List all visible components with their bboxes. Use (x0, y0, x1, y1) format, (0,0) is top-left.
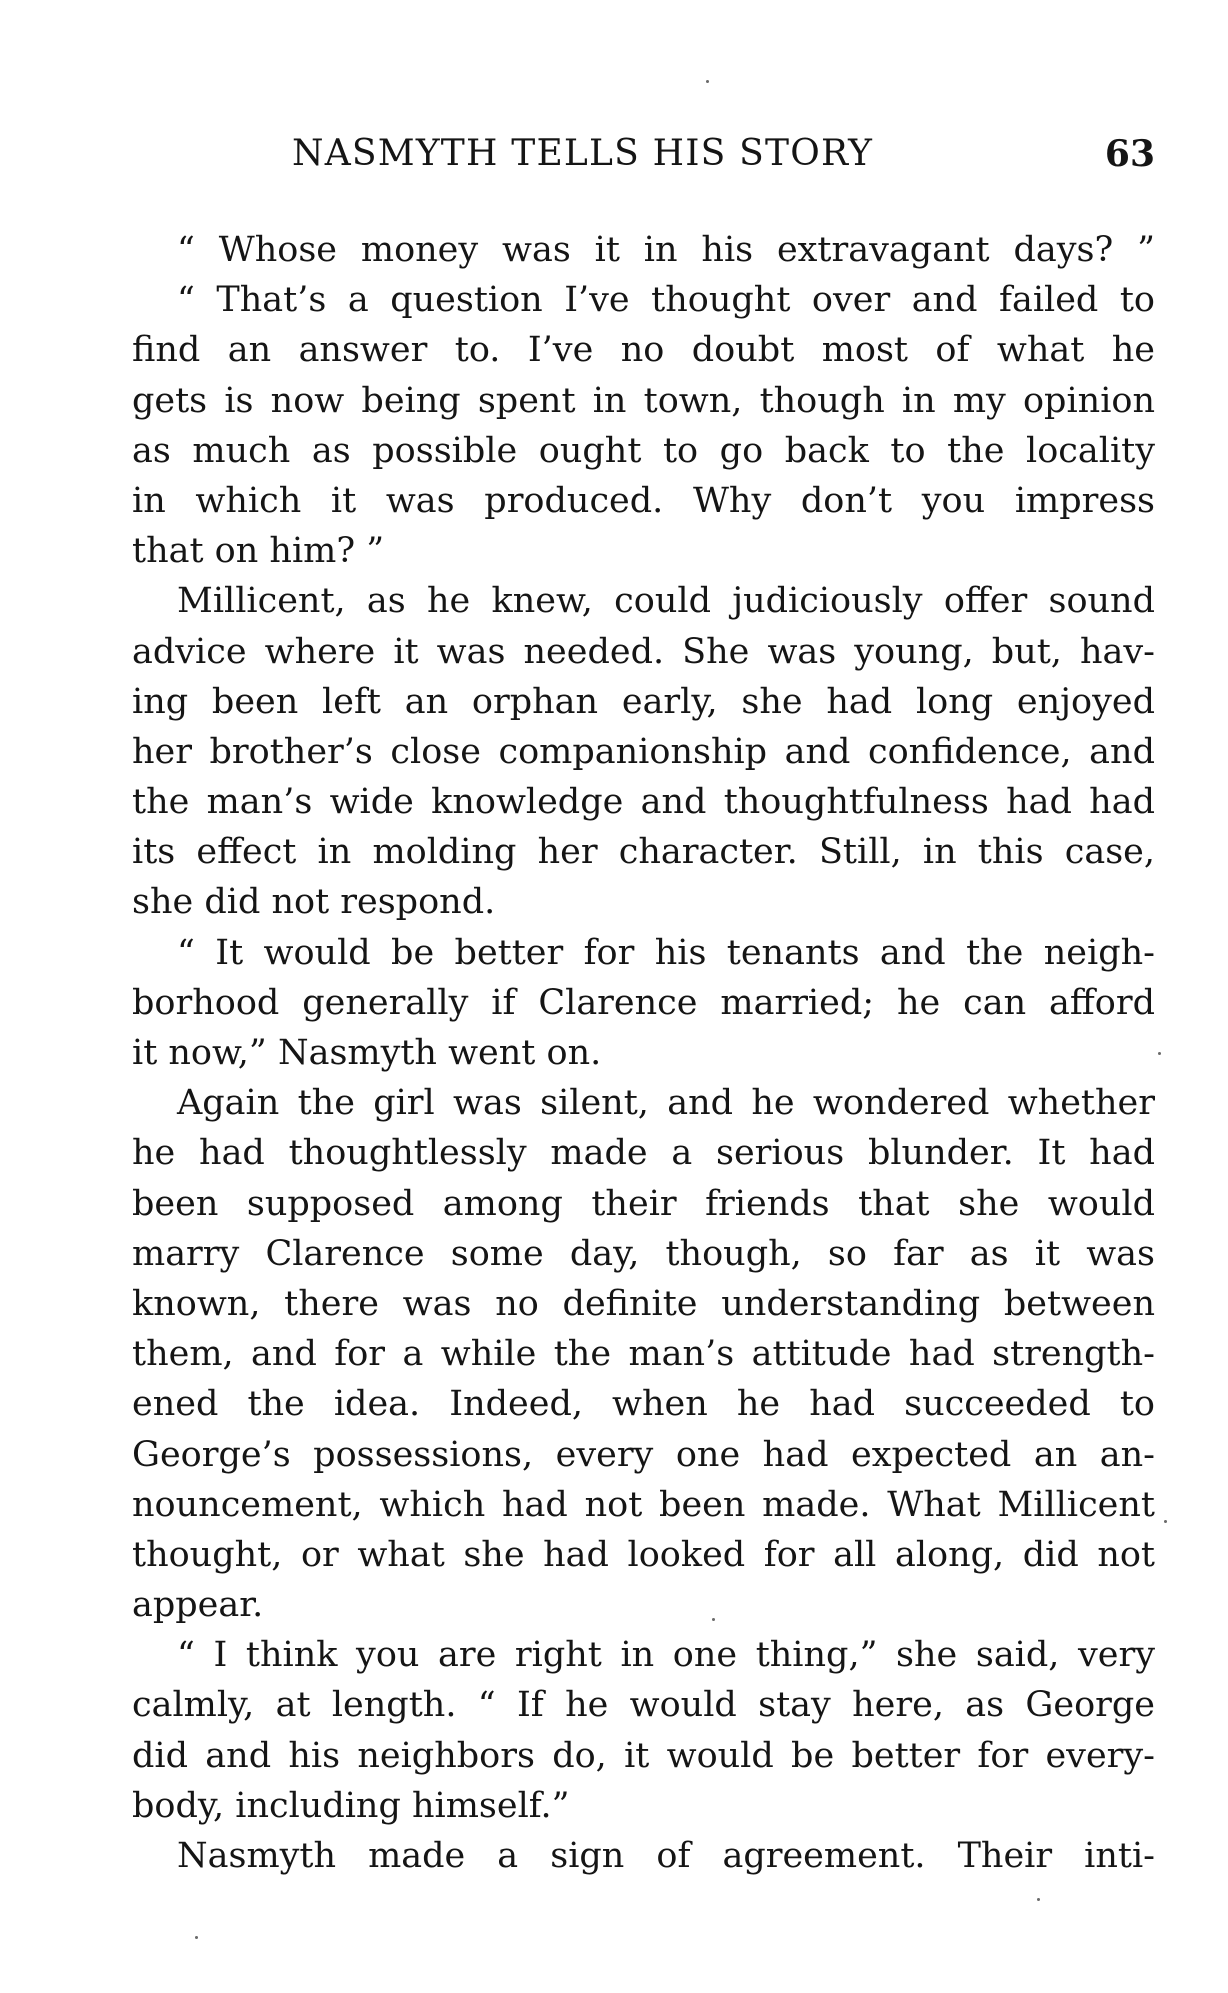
text-line: calmly, at length. “ If he would stay here, as George (132, 1685, 1155, 1726)
text-line: appear. (132, 1585, 264, 1626)
body-text (132, 225, 1155, 1881)
running-head (132, 128, 1155, 180)
text-line: George’s possessions, every one had expected an an- (132, 1434, 1155, 1475)
paper-speck (712, 1618, 715, 1621)
text-line: find an answer to. I’ve no doubt most of what he (132, 330, 1155, 371)
text-line: in which it was produced. Why don’t you impress (132, 480, 1155, 521)
text-line: marry Clarence some day, though, so far as it was (132, 1233, 1155, 1274)
text-line: “ I think you are right in one thing,” she said, very (177, 1635, 1155, 1676)
text-line: she did not respond. (132, 882, 496, 923)
text-line: its effect in molding her character. Still, in this case, (132, 832, 1155, 873)
text-line: “ Whose money was it in his extravagant days? ” (177, 230, 1155, 270)
text-line: the man’s wide knowledge and thoughtfulness had had (132, 782, 1155, 823)
text-line: thought, or what she had looked for all along, did not (132, 1534, 1155, 1575)
paper-speck (1037, 1898, 1040, 1901)
text-line: ing been left an orphan early, she had long enjoyed (132, 681, 1155, 722)
text-line: ened the idea. Indeed, when he had succeeded to (132, 1384, 1155, 1425)
text-line: did and his neighbors do, it would be better for every- (132, 1735, 1155, 1776)
paper-speck (1158, 1052, 1161, 1055)
paper-speck (1164, 1520, 1167, 1523)
text-line: he had thoughtlessly made a serious blunder. It had (132, 1133, 1155, 1174)
text-line: body, including himself.” (132, 1785, 570, 1826)
text-line: it now,” Nasmyth went on. (132, 1033, 602, 1073)
text-line: as much as possible ought to go back to the locality (132, 430, 1155, 471)
text-line: borhood generally if Clarence married; he can afford (132, 982, 1155, 1023)
text-line: gets is now being spent in town, though in my opinion (132, 380, 1155, 421)
paper-speck (706, 80, 709, 83)
text-line: Again the girl was silent, and he wondered whether (177, 1083, 1155, 1124)
running-title: NASMYTH TELLS HIS STORY (292, 133, 874, 174)
text-line: Millicent, as he knew, could judiciously offer sound (177, 581, 1155, 622)
page-number: 63 (1104, 133, 1155, 175)
paper-speck (195, 1936, 198, 1939)
text-line: them, and for a while the man’s attitude had strength- (132, 1334, 1155, 1375)
text-line: “ That’s a question I’ve thought over and failed to (177, 280, 1155, 321)
text-line: advice where it was needed. She was young, but, hav- (132, 631, 1155, 672)
text-line: Nasmyth made a sign of agreement. Their inti- (177, 1836, 1155, 1876)
text-line: nouncement, which had not been made. What Millicent (132, 1484, 1155, 1525)
text-line: that on him? ” (132, 531, 385, 572)
text-line: her brother’s close companionship and confidence, and (132, 731, 1155, 772)
text-line: been supposed among their friends that she would (132, 1183, 1155, 1224)
text-line: “ It would be better for his tenants and the neigh- (177, 932, 1155, 973)
text-line: known, there was no definite understanding between (132, 1283, 1155, 1324)
